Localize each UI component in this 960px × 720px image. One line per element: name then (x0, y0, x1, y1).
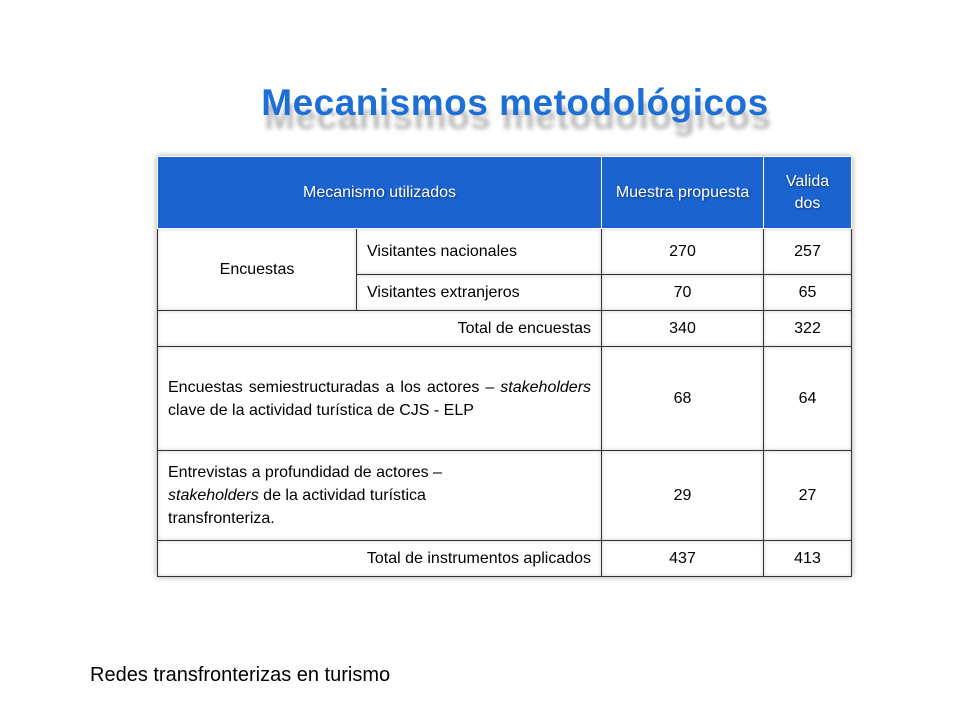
entrevistas-proposed: 29 (602, 451, 764, 541)
semi-proposed: 68 (602, 347, 764, 451)
encuestas-cell: Encuestas (158, 229, 357, 311)
footer-text: Redes transfronterizas en turismo (90, 664, 391, 686)
row-proposed-national: 270 (602, 229, 764, 275)
semi-validated: 64 (764, 347, 852, 451)
row-label-foreign: Visitantes extranjeros (357, 275, 602, 311)
total-instrumentos-validated: 413 (764, 541, 852, 577)
entrevistas-text-before: Entrevistas a profundidad de actores – (168, 464, 442, 481)
row-validated-foreign: 65 (764, 275, 852, 311)
total-encuestas-validated: 322 (764, 311, 852, 347)
entrevistas-text-after: de la actividad turística transfronteriza. (168, 487, 426, 527)
row-validated-national: 257 (764, 229, 852, 275)
total-encuestas-label: Total de encuestas (158, 311, 602, 347)
table-row (158, 451, 852, 541)
slide-title: Mecanismos metodológicos (261, 82, 769, 123)
entrevistas-validated: 27 (764, 451, 852, 541)
entrevistas-text-italic: stakeholders (168, 487, 259, 504)
semi-text-italic: stakeholders (500, 378, 592, 396)
total-encuestas-proposed: 340 (602, 311, 764, 347)
table-row (158, 229, 852, 275)
table-row (158, 541, 852, 577)
header-mechanism: Mecanismo utilizados (158, 157, 602, 229)
semi-text-after: clave de la actividad turística de CJS - ELP (168, 401, 474, 419)
methods-table (157, 156, 852, 577)
entrevistas-label (158, 451, 602, 541)
total-instrumentos-label: Total de instrumentos aplicados (158, 541, 602, 577)
semi-structured-label (158, 347, 602, 451)
row-label-national: Visitantes nacionales (357, 229, 602, 275)
header-proposed: Muestra propuesta (602, 157, 764, 229)
table-row (158, 347, 852, 451)
table-header-row (158, 157, 852, 229)
header-validated: Valida dos (764, 157, 852, 229)
table-row (158, 311, 852, 347)
semi-text-before: Encuestas semiestructuradas a los actores – (168, 378, 501, 396)
total-instrumentos-proposed: 437 (602, 541, 764, 577)
row-proposed-foreign: 70 (602, 275, 764, 311)
